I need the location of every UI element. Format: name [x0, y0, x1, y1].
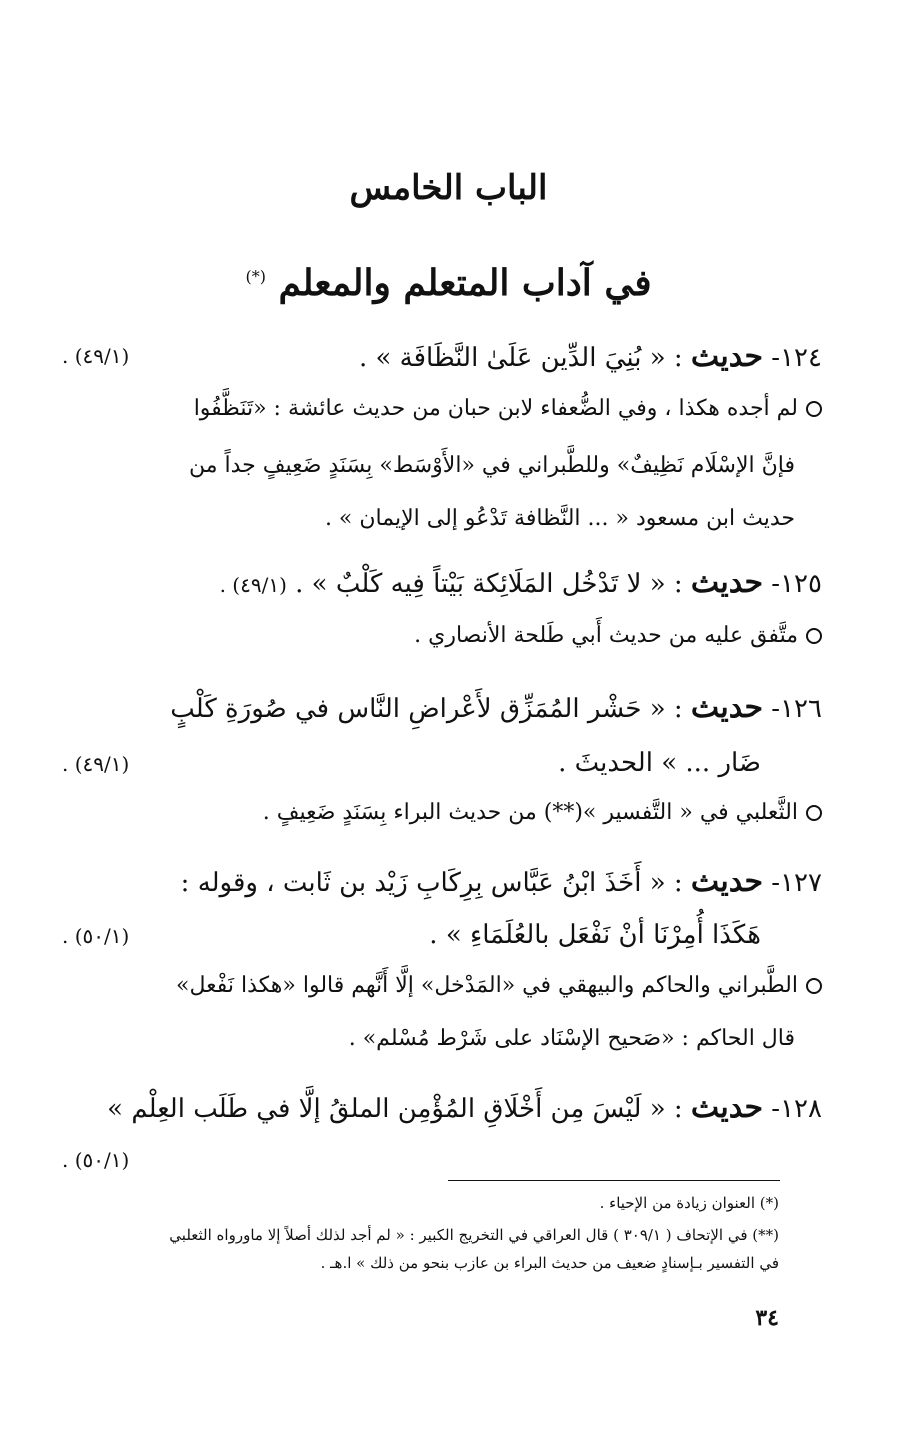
- hadith-reference: . (٤٩/١): [62, 752, 130, 776]
- hadith-number: ١٢٨-: [771, 1094, 822, 1124]
- commentary-circle-icon: [806, 805, 822, 821]
- section-title-footnote-mark: (*): [245, 267, 266, 286]
- hadith-entry-128: [62, 1090, 822, 1125]
- hadith-text: : « أَخَذَ ابْنُ عَبَّاس بِرِكَابِ زَيْد بن ثَابت ، وقوله :: [180, 868, 683, 898]
- commentary-line: قال الحاكم : «صَحيح الإسْنَاد على شَرْط مُسْلم» .: [348, 1026, 795, 1051]
- hadith-entry-124: [62, 339, 822, 374]
- hadith-entry-127-continued: [62, 922, 761, 948]
- hadith-reference: . (٥٠/١): [62, 924, 130, 948]
- hadith-reference: . (٤٩/١): [62, 344, 130, 368]
- hadith-reference: (٤٩/١) .: [219, 573, 287, 597]
- hadith-entry-125: [62, 565, 822, 600]
- hadith-text: : « لا تَدْخُل المَلَائِكة بَيْتاً فِيه كَلْبٌ » .: [295, 569, 683, 599]
- commentary-line: الثَّعلبي في « التَّفسير »(**) من حديث البراء بِسَنَدٍ ضَعِيفٍ .: [62, 802, 822, 824]
- hadith-text: : « حَشْر المُمَزِّق لأَعْراضِ النَّاس في صُورَةِ كَلْبٍ: [170, 694, 683, 724]
- hadith-number: ١٢٥-: [771, 569, 822, 599]
- commentary-line: متَّفق عليه من حديث أَبي طَلحة الأنصاري .: [62, 625, 822, 647]
- footnote-divider: [448, 1180, 780, 1181]
- page-number: ٣٤: [755, 1305, 779, 1331]
- hadith-number: ١٢٧-: [771, 868, 822, 898]
- hadith-label: حديث: [690, 565, 764, 600]
- hadith-number: ١٢٤-: [771, 343, 822, 373]
- footnote-2-continued: في التفسير بـإسنادٍ ضعيف من حديث البراء بن عازب بنحو من ذلك » ا.هـ .: [320, 1254, 779, 1272]
- commentary-line: فإنَّ الإسْلَام نَظِيفٌ» وللطَّبراني في «الأَوْسَط» بِسَنَدٍ ضَعِيفٍ جداً من: [188, 453, 795, 478]
- commentary-line: حديث ابن مسعود « ... النَّظافة تَدْعُو إلى الإيمان » .: [324, 506, 795, 531]
- hadith-label: حديث: [690, 864, 764, 899]
- hadith-label: حديث: [690, 1090, 764, 1125]
- hadith-number: ١٢٦-: [771, 694, 822, 724]
- hadith-text-continued: ضَار ... » الحديثَ .: [558, 748, 761, 778]
- hadith-entry-127: [62, 864, 822, 899]
- commentary-circle-icon: [806, 401, 822, 417]
- commentary-circle-icon: [806, 628, 822, 644]
- hadith-text: : « بُنِيَ الدِّين عَلَىٰ النَّظَافَة » .: [358, 343, 683, 373]
- section-title: [0, 262, 897, 304]
- hadith-entry-126-continued: [62, 750, 761, 776]
- commentary-line: لم أجده هكذا ، وفي الضُّعفاء لابن حبان من حديث عائشة : «تَنَظَّفُوا: [62, 398, 822, 420]
- hadith-text-continued: هَكَذَا أُمِرْنَا أنْ نَفْعَل بالعُلَمَاءِ » .: [429, 920, 761, 950]
- hadith-reference: . (٥٠/١): [62, 1148, 130, 1172]
- commentary-line: الطَّبراني والحاكم والبيهقي في «المَدْخل» إلَّا أَنَّهم قالوا «هكذا نَفْعل»: [62, 975, 822, 997]
- footnote-2: (**) في الإتحاف ( ٣٠٩/١ ) قال العراقي في التخريج الكبير : « لم أجد لذلك أصلاً إلا ماورواه الثعلبي: [169, 1226, 779, 1244]
- chapter-title: الباب الخامس: [349, 168, 548, 208]
- footnote-1: (*) العنوان زيادة من الإحياء .: [599, 1194, 779, 1212]
- hadith-text: : « لَيْسَ مِن أَخْلَاقِ المُؤْمِن الملقُ إلَّا في طَلَب العِلْم »: [107, 1094, 683, 1124]
- hadith-label: حديث: [690, 339, 764, 374]
- commentary-circle-icon: [806, 978, 822, 994]
- hadith-label: حديث: [690, 690, 764, 725]
- hadith-entry-126: [62, 690, 822, 725]
- section-title-text: في آداب المتعلم والمعلم: [278, 262, 652, 304]
